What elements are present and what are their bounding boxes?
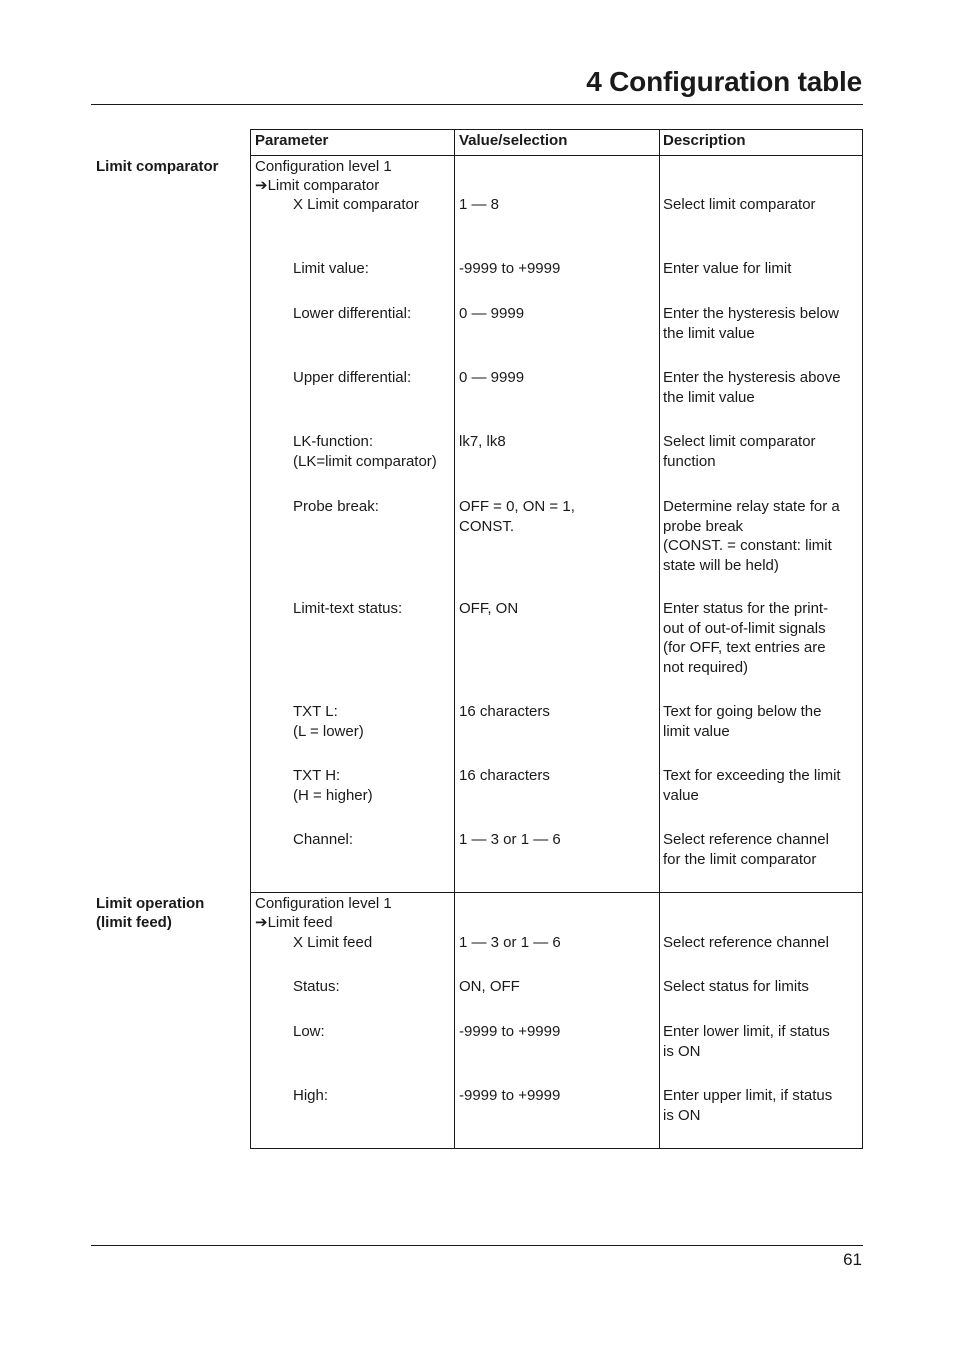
table-cell-description: Enter the hysteresis above the limit value (663, 369, 841, 406)
table-cell-value: 1 — 8 (459, 196, 500, 213)
table-cell-value: 16 characters (459, 767, 550, 784)
column-header-description: Description (663, 132, 746, 149)
header-rule (91, 104, 863, 105)
column-header-value: Value/selection (459, 132, 568, 149)
table-cell-description: Select limit comparator function (663, 433, 816, 470)
table-cell-value: -9999 to +9999 (459, 260, 561, 277)
table-cell-parameter: X Limit comparator (293, 196, 419, 213)
table-cell-parameter: X Limit feed (293, 934, 373, 951)
table-cell-parameter: Probe break: (293, 498, 379, 515)
table-cell-value: 1 — 3 or 1 — 6 (459, 831, 561, 848)
header-row-divider (250, 155, 863, 156)
table-cell-value: -9999 to +9999 (459, 1087, 561, 1104)
table-cell-parameter: Limit value: (293, 260, 369, 277)
table-cell-parameter: High: (293, 1087, 329, 1104)
table-cell-parameter: Channel: (293, 831, 354, 848)
table-cell-description: Enter lower limit, if status is ON (663, 1023, 830, 1060)
footer-rule (91, 1245, 863, 1246)
table-cell-value: 0 — 9999 (459, 369, 525, 386)
table-cell-description: Select limit comparator (663, 196, 816, 213)
section-divider (250, 892, 863, 893)
column-divider (659, 129, 660, 1149)
table-cell-parameter: Status: (293, 978, 340, 995)
table-cell-description: Enter the hysteresis below the limit value (663, 305, 839, 342)
table-cell-value: 0 — 9999 (459, 305, 525, 322)
config-path-level: Configuration level 1 (255, 895, 392, 912)
column-divider (454, 129, 455, 1149)
table-cell-parameter: LK-function: (LK=limit comparator) (293, 433, 437, 470)
table-cell-value: ON, OFF (459, 978, 520, 995)
config-path-item: ➔Limit comparator (255, 177, 380, 194)
section-label-limit-operation: Limit operation (limit feed) (96, 895, 205, 931)
table-cell-description: Select reference channel for the limit comparator (663, 831, 829, 868)
table-cell-description: Enter upper limit, if status is ON (663, 1087, 833, 1124)
table-cell-value: 16 characters (459, 703, 550, 720)
table-cell-parameter: Upper differential: (293, 369, 412, 386)
page-number: 61 (843, 1250, 862, 1269)
table-cell-value: 1 — 3 or 1 — 6 (459, 934, 561, 951)
table-cell-value: lk7, lk8 (459, 433, 506, 450)
table-cell-description: Text for exceeding the limit value (663, 767, 841, 804)
config-path-item: ➔Limit feed (255, 914, 333, 931)
config-path-level: Configuration level 1 (255, 158, 392, 175)
table-cell-description: Determine relay state for a probe break (CONST. = constant: limit state will be held) (663, 498, 840, 574)
table-cell-description: Enter status for the print- out of out-of-limit signals (for OFF, text entries are not required) (663, 600, 829, 676)
table-cell-description: Text for going below the limit value (663, 703, 822, 740)
table-cell-description: Select status for limits (663, 978, 809, 995)
table-cell-parameter: Limit-text status: (293, 600, 403, 617)
table-cell-parameter: Lower differential: (293, 305, 412, 322)
table-cell-description: Enter value for limit (663, 260, 792, 277)
column-header-parameter: Parameter (255, 132, 329, 149)
table-cell-value: OFF, ON (459, 600, 519, 617)
table-cell-parameter: TXT H: (H = higher) (293, 767, 373, 804)
table-cell-parameter: Low: (293, 1023, 325, 1040)
table-cell-value: -9999 to +9999 (459, 1023, 561, 1040)
chapter-title: 4 Configuration table (586, 66, 862, 97)
table-cell-description: Select reference channel (663, 934, 829, 951)
section-label-limit-comparator: Limit comparator (96, 158, 219, 175)
table-cell-value: OFF = 0, ON = 1, CONST. (459, 498, 575, 535)
table-cell-parameter: TXT L: (L = lower) (293, 703, 364, 740)
